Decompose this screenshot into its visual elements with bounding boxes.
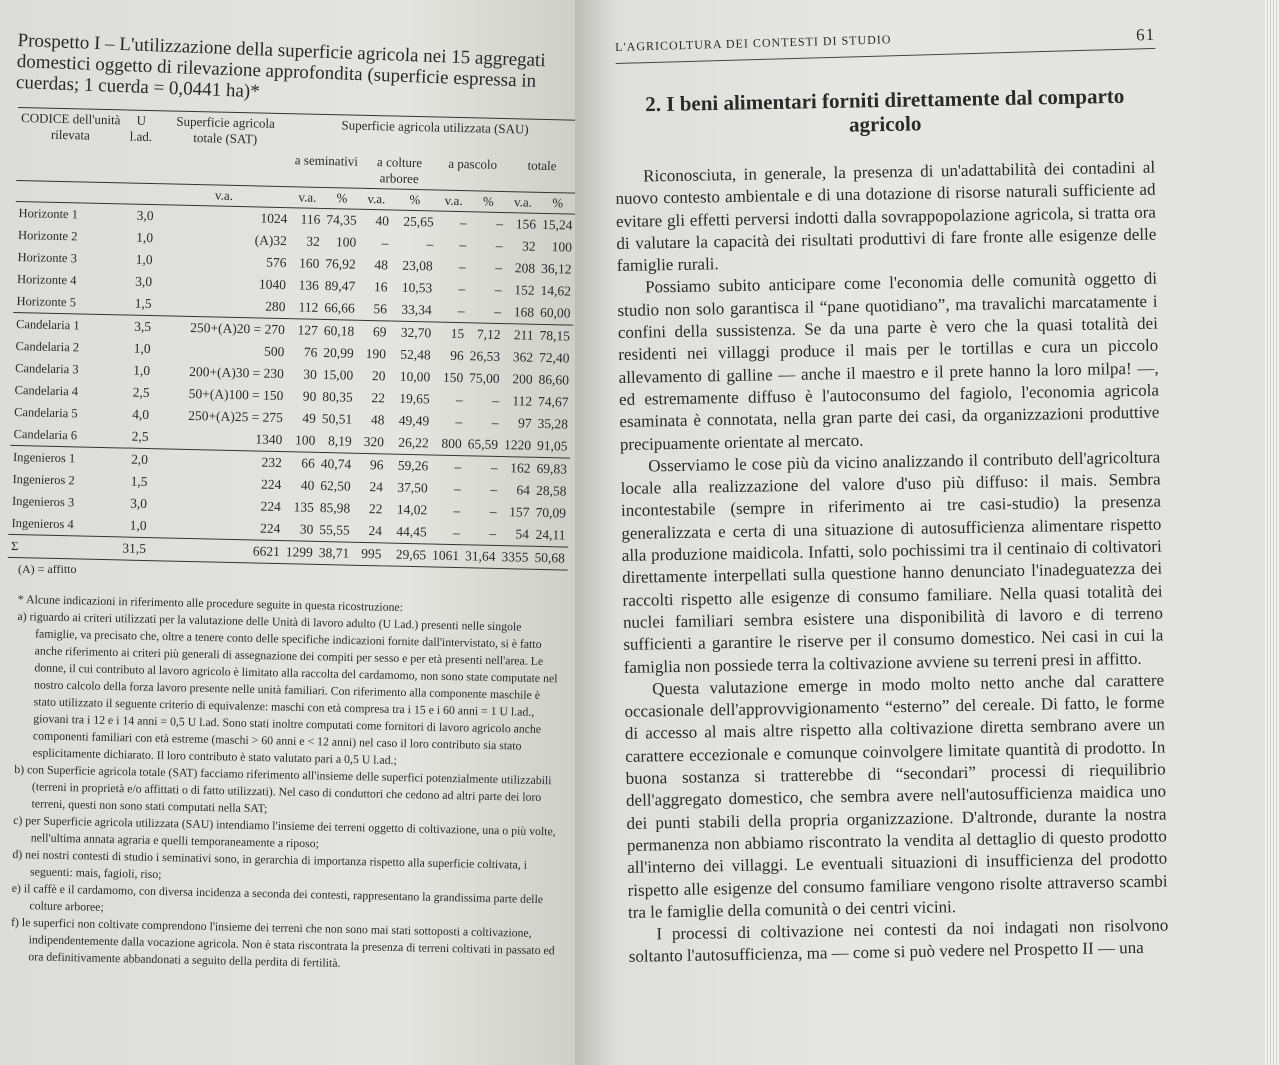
table-cell: 135 [293,499,315,515]
table-legend: (A) = affitto [18,562,77,576]
table-cell: 69 [357,320,390,343]
table-cell: 25,65 [403,213,434,230]
table-cell: Candelaria 6 [13,426,78,442]
table-cell: 280 [265,298,286,315]
table-cell: Ingenieros 3 [11,493,75,509]
table-cell: Ingenieros 4 [11,515,74,531]
table-cell: 14,62 [540,282,572,299]
table-cell: 24 [369,479,384,495]
table-cell: Candelaria 1 [13,312,120,337]
table-cell: Candelaria 5 [13,404,78,420]
footnote: f) le superfici non coltivate comprendono l'insieme dei terreni che non sono mai stati sottoposti a coltivazione, indipendentemente dalla vocazione agricola. Non è stata riscontrata la presenza di terreni coltivati in passato ed ora definitivamente abbandonati a seguito della perdita di fertilità. [10,914,555,970]
subheader-pct: % [482,193,494,209]
table-cell: 224 [260,476,282,493]
table-cell: – [491,414,499,430]
table-cell: 10,00 [399,368,431,385]
table-cell: – [489,503,497,519]
table-cell: 26,22 [398,434,429,451]
col-pascolo: a pascolo [448,155,498,172]
table-caption: Prospetto I – L'utilizzazione della superficie agricola nei 15 aggregati domestici oggetto di rilevazione approfondita (superficie espressa in cuerdas; 1 cuerda = 0,0441 ha)* [15,30,546,103]
table-cell: 32 [306,233,321,249]
table-cell: Candelaria 4 [14,382,79,398]
table-cell: 48 [374,257,389,273]
table-cell: 76 [303,344,318,360]
table-cell: 70,09 [535,504,567,521]
sum-cell: 31,5 [114,537,149,561]
table-cell: 52,48 [400,346,431,363]
table-cell: 62,50 [320,477,351,494]
subheader-va: v.a. [367,190,386,207]
table-cell: 3,5 [119,315,154,338]
col-colture: a colture arboree [376,154,423,187]
table-cell: – [426,236,434,252]
sum-cell: 995 [352,542,385,566]
sum-cell: Σ [8,534,115,559]
table-cell: 66 [285,452,319,475]
table-cell: 22 [371,390,386,406]
table-cell: 89,47 [324,278,356,294]
paragraph: Questa valutazione emerge in modo molto netto anche dal carattere occasionale dell'approvvigionamento “esterno” del cereale. Di fatto, le forme di accesso al mais altre rispetto alla coltivazione diretta sembrano avere un carattere eccezionale e comunque coinvolgere limitate quantità di prodotto. In buona sostanza si tratterebbe di “secondari” processi di riequilibrio dell'aggregato domestico, che sembra avere nell'autosufficienza maidica uno dei punti stabili della propria organizzazione. D'altronde, durante la nostra permanenza non abbiamo riscontrato la vendita al dettaglio di questo prodotto all'interno dei villaggi. Le eventuali situazioni di insufficienza del prodotto rispetto alle esigenze del consumo familiare vengono risolte attraverso scambi tra le famiglie della comunità o dei centri vicini. [624,670,1168,922]
table-cell: 112 [512,393,533,409]
table-cell: 40 [375,213,390,229]
table-cell: 60,18 [321,319,358,342]
table-cell: 91,05 [536,437,568,454]
table-cell: 69,83 [533,457,570,480]
table-cell: 24 [368,523,383,539]
table-cell: 224 [260,498,282,515]
table-cell: 1,5 [130,473,148,490]
col-codice: CODICE dell'unità rilevata [16,107,124,182]
table-cell: 22 [368,501,383,517]
table-cell: 250+(A)25 = 275 [188,407,284,426]
table-cell: 56 [373,301,388,317]
col-sau: Superficie agricola utilizzata (SAU) [292,114,578,157]
footnote: * Alcune indicazioni in riferimento alle procedure seguite in questa ricostruzione: [17,591,404,615]
table-cell: 78,15 [536,324,573,347]
table-cell: 1220 [503,437,532,453]
subheader-pct: % [409,191,421,208]
table-cell: 35,28 [537,415,569,432]
table-cell: 59,26 [386,454,431,478]
table-cell: 200 [512,371,533,387]
table-cell: 30 [299,521,314,537]
table-cell: – [492,392,500,408]
table-cell: 1,5 [134,295,152,312]
table-cell: 136 [298,277,320,293]
table-cell: 90 [302,388,317,404]
table-cell: 162 [500,457,534,480]
table-cell: Horizonte 5 [16,293,77,309]
table-cell: 1,0 [135,251,153,268]
table-cell: 160 [298,255,320,271]
footnote: c) per Superficie agricola utilizzata (SAU) intendiamo l'insieme dei terreni oggetto di coltivazione, una o più volte, nell'ultima annata agraria e quelli temporaneamente a riposo; [13,812,556,851]
table-cell: – [458,259,466,275]
table-cell: 232 [151,449,285,475]
table-cell: 36,12 [540,260,572,277]
table-cell: – [495,237,503,254]
footnotes [10,591,565,976]
running-head-title: L'AGRICOLTURA DEI CONTESTI DI STUDIO [615,32,892,54]
table-cell: 127 [288,319,322,342]
subheader-blank [122,183,157,205]
table-cell: 157 [509,504,530,520]
table-cell: 1,0 [133,340,151,357]
table-cell: 44,45 [396,523,427,540]
table-cell: 1340 [255,431,283,448]
paragraph: Riconosciuta, in generale, la presenza di un'adattabilità dei contadini al nuovo contesto ambientale e di una dotazione di risorse naturali sufficiente ad evitare gli effetti perversi indotti dalla sovrappopolazione agricola, si tratta ora di valutare la capacità dei risultati produttivi di fare fronte alle esigenze delle famiglie rurali. [615,157,1157,276]
table-cell: 3,0 [135,273,153,290]
table-cell: 3,0 [136,207,154,224]
table-cell: 19,65 [399,390,430,407]
table-cell: 23,08 [402,257,433,274]
table-cell: 49,49 [398,412,430,429]
table-cell: 2,5 [132,384,150,401]
table-cell: 208 [514,260,536,276]
table-cell: 50,51 [321,410,353,427]
table-cell: – [459,237,467,253]
table-cell: 800 [441,435,462,452]
paragraph: Possiamo subito anticipare come l'economia delle comunità oggetto di studio non solo garantisca il “pane quotidiano”, ma travalichi marcatamente i confini della sussistenza. Se da una parte è vero che la quasi totalità dei residenti nei villaggi produce il mais per le tortillas e cura un piccolo allevamento di galline — anche il maestro e il prete hanno la loro milpa! —, ed estremamente diffuso è l'autoconsumo del fagiolo, l'economia agricola esaminata è connotata, nella gran parte dei casi, da organizzazioni produttive precipuamente orientate al mercato. [617,269,1160,454]
table-cell: 1024 [260,210,288,227]
table-cell: 76,92 [325,256,356,272]
table-cell: 40 [300,477,315,493]
table-cell: 7,12 [467,323,504,346]
table-cell: 3,0 [129,495,148,512]
table-cell: 14,02 [396,501,428,518]
table-cell: – [489,525,497,541]
sum-cell: 1299 [283,541,317,565]
table-cell: 15,00 [322,366,354,383]
table-cell: 1,0 [136,229,154,246]
table-cell: – [490,481,498,497]
right-page [575,0,1265,1065]
table-cell: 8,19 [327,433,352,449]
page-number: 61 [1135,24,1156,45]
table-cell: – [457,303,465,319]
table-cell: – [431,455,465,478]
table-cell: (A)32 [254,232,288,249]
footnote: b) con Superficie agricola totale (SAT) facciamo riferimento all'insieme delle superfici potenzialmente utilizzabili (terreni in proprietà e/o affittati o di fatto utilizzati). Nel caso di conduttori che cedono ad altri parte dei loro terreni, questi non sono stati computati nella SAT; [14,761,552,816]
col-ulad: U l.ad. [122,110,159,184]
table-cell: 15,24 [541,216,573,233]
table-cell: – [495,259,503,276]
footnote: d) nei nostri contesti di studio i seminativi sono, in gerarchia di importanza rispetto alla superficie coltivata, i seguenti: mais, fagioli, riso; [12,846,528,882]
table-cell: 64 [516,482,531,498]
col-seminativi: a seminativi [294,152,359,169]
sum-cell: 1061 [429,544,463,568]
table-cell: 54 [515,526,530,542]
table-cell: Horizonte 4 [16,271,77,287]
table-cell: 100 [335,234,357,250]
subheader-pct: % [552,195,564,211]
table-cell: 74,67 [537,393,569,410]
table-cell: – [496,215,504,232]
table-cell: 24,11 [535,526,566,543]
table-cell: 20 [371,368,386,384]
table-cell: 32 [521,238,536,254]
table-cell: 100 [551,239,573,255]
table-cell: 2,5 [131,428,149,445]
body-text [615,157,1169,969]
table-cell: 250+(A)20 = 270 [154,316,288,342]
paragraph: Osserviamo le cose più da vicino analizzando il contributo dell'agricoltura locale alla realizzazione del valore d'uso più diffuso: il mais. Sembra incontestabile (sempre in riferimento ai tre casi-studio) la presenza generalizzata e certa di una situazione di autosufficienza alimentare rispetto alla produzione maidicola. Infatti, solo pochissimi tra il centinaio di coltivatori direttamente interpellati sulla questione hanno denunciato l'inadeguatezza dei raccolti rispetto alle esigenze di consumo familiare. Nella quasi totalità dei nuclei familiari sembra esistere una disponibilità di lavoro e di terreno sufficienti a garantire le riserve per il consumo domestico. Nei casi in cui la famiglia non possiede terra la coltivazione avviene su terreni presi in affitto. [620,447,1164,677]
table-cell: – [455,414,463,430]
table-cell: Horizonte 1 [18,205,79,221]
table-cell: 26,53 [469,348,501,364]
table-cell: 16 [373,279,388,295]
table-cell: 156 [515,216,537,232]
table-cell: Horizonte 2 [17,227,78,243]
subheader-va: v.a. [298,189,317,205]
table-cell: – [453,502,461,519]
table-cell: 190 [365,345,387,362]
table-cell: 500 [263,343,285,360]
table-cell: – [381,235,389,251]
col-totale: totale [527,157,557,174]
table-cell: 33,34 [401,301,432,318]
table-cell: Horizonte 3 [17,249,78,265]
table-cell: 32,70 [389,321,434,345]
table-cell: 2,0 [116,448,151,471]
land-use-table [8,107,578,571]
table-cell: 86,60 [538,371,570,388]
table-cell: 1040 [258,276,287,293]
table-cell: 49 [302,410,317,426]
subheader-va: v.a. [444,192,463,209]
table-cell: 152 [514,282,535,298]
table-cell: 75,00 [469,370,500,386]
footnote: a) riguardo ai criteri utilizzati per la valutazione delle Unità di lavoro adulto (U l.ad.) presenti nelle singole famiglie, va precisato che, oltre a tenere conto delle specifiche indicazioni fornite dall'intervistato, si è fatto anche riferimento ai criteri più generali di assegnazione dei compiti per sesso e per età presenti nell'area. Le donne, il cui contributo al lavoro agricolo è limitato alla raccolta del cardamomo, non sono state computate nel nostro calcolo della forza lavoro presente nelle unità familiari. Con riferimento alla componente maschile è stato utilizzato il seguente criterio di equivalenze: maschi con età compresa tra i 15 e i 60 anni = 1 U l.ad., giovani tra i 12 e i 14 anni = 0,5 U l.ad. Sono stati inoltre computati come fornitori di lavoro agricolo anche componenti familiari con età estreme (maschi > 60 anni e < 12 anni) nel caso il loro contributo sia stato esplicitamente dichiarato. Il loro contributo è stato valutato pari a 0,5 U l.ad.; [17,608,558,767]
footnote: e) il caffè e il cardamomo, con diversa incidenza a seconda dei contesti, rappresentano la grandissima parte delle colture arboree; [11,880,544,914]
subheader-va: v.a. [513,194,533,210]
table-cell: – [459,215,467,231]
table-cell: 224 [259,520,281,537]
table-cell: 112 [298,299,319,315]
sum-cell: 50,68 [531,546,568,570]
sum-cell: 6621 [149,538,283,564]
col-sat: Superficie agricola totale (SAT) [158,111,293,151]
page-edges [1265,0,1280,1065]
table-cell: 1,0 [129,517,147,534]
table-cell: 10,53 [401,279,433,296]
table-cell: – [455,392,463,408]
table-cell: 72,40 [538,349,570,366]
table-cell: Candelaria 3 [14,360,79,376]
table-cell: 80,35 [322,388,353,405]
table-cell: Ingenieros 1 [10,445,117,470]
table-cell: 362 [512,349,534,365]
table-cell: 28,58 [535,482,567,499]
left-page [0,0,575,1065]
table-cell: 65,59 [467,436,499,452]
section-heading: 2. I beni alimentari forniti direttamente dal comparto agricolo [645,83,1125,137]
subheader-va: v.a. [214,187,234,203]
table-cell: 96 [450,347,464,364]
table-cell: 60,00 [539,304,571,321]
table-cell: 200+(A)30 = 230 [189,363,285,382]
table-cell: 97 [517,415,532,431]
table-cell: 168 [513,304,535,320]
paragraph: I processi di coltivazione nei contesti da noi indagati non risolvono soltanto l'autosufficienza, ma — come si può vedere nel Prospetto II — una [628,915,1169,967]
table-cell: 211 [503,324,537,347]
table-cell: 1,0 [133,362,151,379]
table-cell: 576 [265,254,287,271]
table-cell: – [464,456,501,479]
subheader-pct: % [336,190,348,206]
table-cell: 30 [303,366,318,382]
table-cell: 66,66 [324,300,355,316]
table-cell: Ingenieros 2 [12,471,75,487]
table-cell: 100 [294,432,316,448]
table-cell: 40,74 [318,452,355,475]
table-cell: – [494,281,502,298]
table-cell: 15 [434,322,468,345]
table-cell: – [452,524,460,541]
sum-cell: 38,71 [316,541,353,565]
table-cell: Candelaria 2 [15,338,80,354]
table-cell: 37,50 [397,479,428,496]
table-cell: 4,0 [132,406,150,423]
table-cell: 55,55 [319,521,350,538]
table-cell: 48 [370,412,385,428]
table-cell: 150 [442,369,464,386]
table-cell: 20,99 [323,344,354,361]
table-cell: 74,35 [326,212,357,228]
subheader-blank [16,180,122,203]
sum-cell: 31,64 [462,545,499,569]
table-cell: 320 [363,433,385,450]
running-head [615,25,1155,64]
table-cell: 50+(A)100 = 150 [188,385,284,404]
table-cell: – [494,303,502,320]
table-cell: 116 [300,211,321,227]
sum-cell: 29,65 [384,543,429,567]
table-cell: – [458,281,466,297]
table-cell: 96 [354,453,387,476]
table-cell: – [453,480,461,497]
table-cell: 85,98 [319,499,351,516]
sum-cell: 3355 [498,546,532,570]
